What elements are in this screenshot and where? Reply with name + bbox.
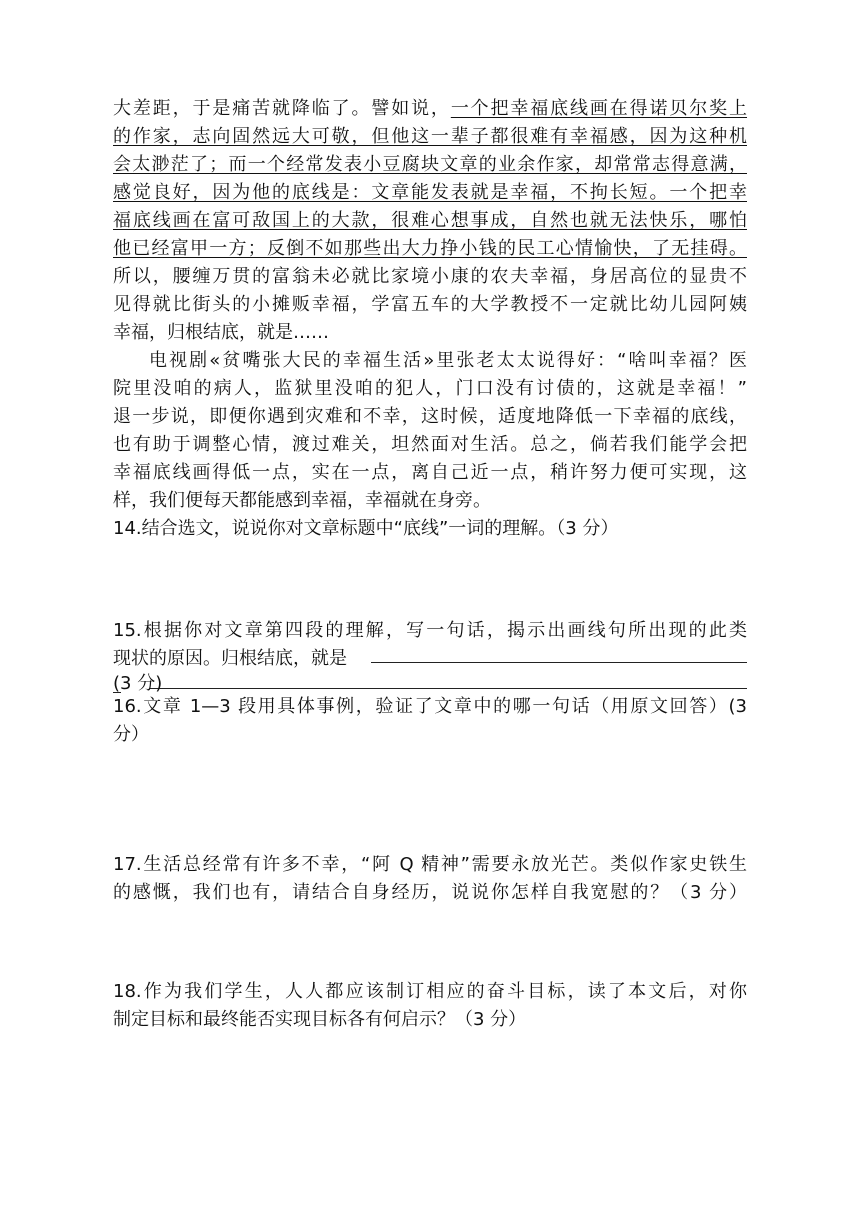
passage-line-4: 感觉良好，因为他的底线是：文章能发表就是幸福，不拘长短。一个把幸	[113, 182, 747, 203]
passage-line-14: 幸福底线画得低一点，实在一点，离自己近一点，稍许努力便可实现，这	[113, 462, 747, 483]
answer-blank-15b[interactable]	[149, 688, 747, 689]
passage-line-10: 电视剧«贫嘴张大民的幸福生活»里张老太太说得好：“啥叫幸福？医	[149, 350, 747, 371]
answer-area-16[interactable]	[113, 750, 747, 860]
passage-line-5: 福底线画在富可敌国上的大款，很难心想事成，自然也就无法快乐，哪怕	[113, 210, 747, 231]
question-17-line-1: 17.生活总经常有许多不幸，“阿 Q 精神”需要永放光芒。类似作家史铁生	[113, 854, 747, 875]
passage-line-15: 样，我们便每天都能感到幸福，幸福就在身旁。	[113, 490, 491, 511]
passage-line-3: 会太渺茫了；而一个经常发表小豆腐块文章的业余作家，却常常志得意满，	[113, 154, 747, 175]
passage-line-1: 大差距，于是痛苦就降临了。譬如说，一个把幸福底线画在得诺贝尔奖上	[113, 98, 748, 119]
passage-line-7: 所以，腰缠万贯的富翁未必就比家境小康的农夫幸福，身居高位的显贵不	[113, 266, 747, 287]
question-16-line-1: 16.文章 1—3 段用具体事例，验证了文章中的哪一句话（用原文回答）(3	[113, 696, 747, 717]
question-14: 14.结合选文，说说你对文章标题中“底线”一词的理解。（3 分）	[113, 518, 619, 539]
passage-line-11: 院里没咱的病人，监狱里没咱的犯人，门口没有讨债的，这就是幸福！”	[113, 378, 747, 399]
question-18-line-2: 制定目标和最终能否实现目标各有何启示？（3 分）	[113, 1009, 527, 1030]
passage-line-12: 退一步说，即便你遇到灾难和不幸，这时候，适度地降低一下幸福的底线，	[113, 406, 747, 427]
answer-blank-15a[interactable]	[371, 662, 747, 663]
question-15-line-2: 现状的原因。归根结底，就是	[113, 648, 347, 669]
question-15-line-1: 15.根据你对文章第四段的理解，写一句话，揭示出画线句所出现的此类	[113, 620, 747, 641]
question-15-score: (3 分)	[113, 673, 163, 694]
passage-line-9: 幸福，归根结底，就是……	[113, 322, 329, 343]
question-18-line-1: 18.作为我们学生，人人都应该制订相应的奋斗目标，读了本文后，对你	[113, 981, 747, 1002]
question-16-line-2: 分）	[113, 724, 149, 745]
question-17-line-2: 的感慨，我们也有，请结合自身经历，说说你怎样自我宽慰的？（3 分）	[113, 882, 747, 903]
passage-line-6: 他已经富甲一方；反倒不如那些出大力挣小钱的民工心情愉快，了无挂碍。	[113, 238, 747, 259]
passage-line-8: 见得就比街头的小摊贩幸福，学富五车的大学教授不一定就比幼儿园阿姨	[113, 294, 747, 315]
underline-mark	[113, 692, 121, 693]
passage-line-13: 也有助于调整心情，渡过难关，坦然面对生活。总之，倘若我们能学会把	[113, 434, 747, 455]
passage-line-2: 的作家，志向固然远大可敬，但他这一辈子都很难有幸福感，因为这种机	[113, 126, 747, 147]
answer-area-18[interactable]	[113, 1036, 747, 1196]
